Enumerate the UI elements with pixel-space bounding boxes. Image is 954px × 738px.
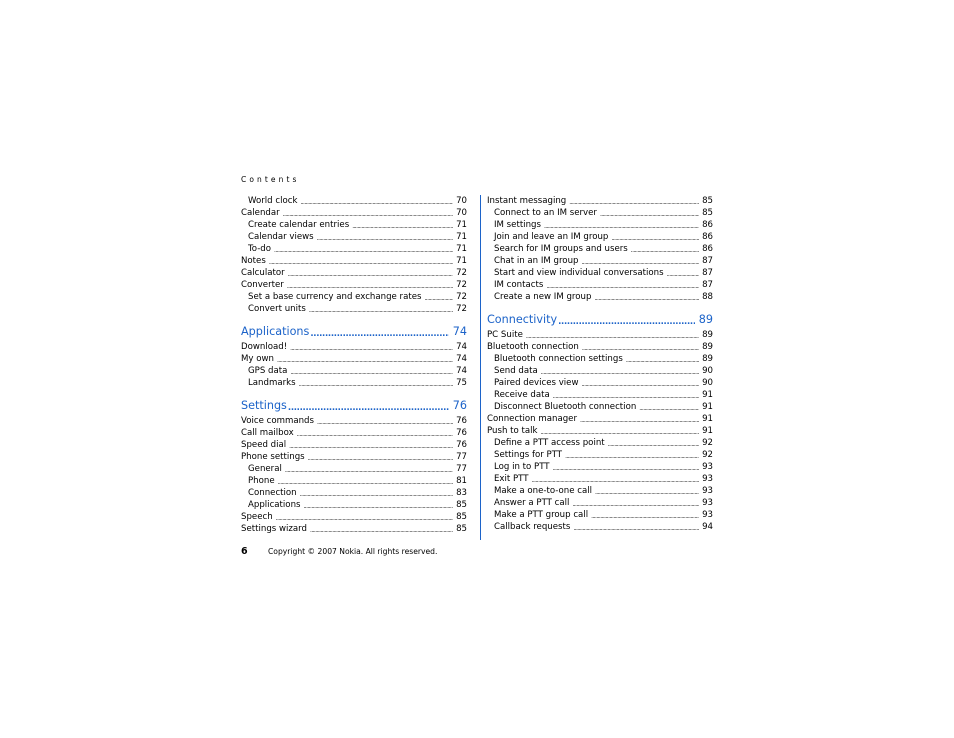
toc-page-number: 76 bbox=[456, 416, 467, 426]
toc-section-heading[interactable] bbox=[241, 398, 467, 414]
dot-leader bbox=[274, 246, 453, 255]
toc-title: Settings bbox=[241, 399, 287, 412]
toc-title: Disconnect Bluetooth connection bbox=[494, 402, 637, 412]
toc-page-number: 71 bbox=[456, 244, 467, 254]
dot-leader bbox=[591, 512, 699, 521]
toc-page-number: 72 bbox=[456, 304, 467, 314]
toc-title: Instant messaging bbox=[487, 196, 567, 206]
toc-page-number: 72 bbox=[456, 268, 467, 278]
toc-page-number: 89 bbox=[698, 313, 713, 326]
toc-subentry[interactable] bbox=[241, 243, 467, 255]
dot-leader bbox=[308, 454, 453, 463]
toc-page-number: 93 bbox=[702, 474, 713, 484]
toc-title: Applications bbox=[241, 325, 310, 338]
toc-page-number: 89 bbox=[702, 354, 713, 364]
dot-leader bbox=[276, 514, 453, 523]
dot-leader bbox=[544, 222, 699, 231]
toc-title: Create calendar entries bbox=[248, 220, 350, 230]
toc-subentry[interactable] bbox=[487, 461, 713, 473]
toc-title: Start and view individual conversations bbox=[494, 268, 664, 278]
toc-entry[interactable] bbox=[241, 353, 467, 365]
toc-subentry[interactable] bbox=[487, 401, 713, 413]
toc-page-number: 74 bbox=[456, 366, 467, 376]
toc-title: Create a new IM group bbox=[494, 292, 592, 302]
dot-leader bbox=[553, 464, 700, 473]
toc-subentry[interactable] bbox=[241, 231, 467, 243]
toc-entry[interactable] bbox=[241, 267, 467, 279]
dot-leader bbox=[277, 356, 453, 365]
toc-subentry[interactable] bbox=[241, 365, 467, 377]
toc-page-number: 83 bbox=[456, 488, 467, 498]
toc-page-number: 77 bbox=[456, 464, 467, 474]
toc-title: PC Suite bbox=[487, 330, 523, 340]
toc-subentry[interactable] bbox=[487, 365, 713, 377]
toc-page-number: 70 bbox=[456, 196, 467, 206]
toc-entry[interactable] bbox=[241, 439, 467, 451]
page-footer bbox=[241, 546, 437, 557]
toc-page-number: 89 bbox=[702, 342, 713, 352]
toc-page-number: 93 bbox=[702, 486, 713, 496]
dot-leader bbox=[532, 476, 700, 485]
toc-page-number: 91 bbox=[702, 390, 713, 400]
toc-page-number: 86 bbox=[702, 244, 713, 254]
toc-entry[interactable] bbox=[241, 207, 467, 219]
toc-page-number: 93 bbox=[702, 510, 713, 520]
toc-page-number: 90 bbox=[702, 378, 713, 388]
dot-leader bbox=[304, 502, 454, 511]
toc-subentry[interactable] bbox=[487, 521, 713, 533]
dot-leader bbox=[631, 246, 699, 255]
toc-page-number: 87 bbox=[702, 256, 713, 266]
dot-leader bbox=[595, 488, 699, 497]
toc-title: Log in to PTT bbox=[494, 462, 550, 472]
dot-leader bbox=[352, 222, 453, 231]
toc-page-number: 85 bbox=[702, 208, 713, 218]
dot-leader bbox=[300, 490, 453, 499]
toc-subentry[interactable] bbox=[487, 377, 713, 389]
toc-title: Make a one-to-one call bbox=[494, 486, 592, 496]
dot-leader bbox=[300, 198, 453, 207]
dot-leader bbox=[600, 210, 699, 219]
toc-title: Settings for PTT bbox=[494, 450, 563, 460]
toc-column-left bbox=[241, 195, 467, 535]
dot-leader bbox=[569, 198, 699, 207]
dot-leader bbox=[594, 294, 699, 303]
toc-page-number: 72 bbox=[456, 292, 467, 302]
toc-subentry[interactable] bbox=[487, 207, 713, 219]
toc-subentry[interactable] bbox=[487, 219, 713, 231]
dot-leader bbox=[541, 368, 699, 377]
toc-subentry[interactable] bbox=[487, 267, 713, 279]
toc-subentry[interactable] bbox=[241, 219, 467, 231]
dot-leader bbox=[581, 258, 699, 267]
toc-title: Settings wizard bbox=[241, 524, 308, 534]
toc-title: Applications bbox=[248, 500, 301, 510]
running-header: Contents bbox=[241, 175, 300, 184]
toc-page-number: 87 bbox=[702, 268, 713, 278]
toc-page-number: 85 bbox=[456, 500, 467, 510]
toc-subentry[interactable] bbox=[241, 303, 467, 315]
toc-page-number: 92 bbox=[702, 438, 713, 448]
toc-subentry[interactable] bbox=[487, 353, 713, 365]
toc-title: Bluetooth connection bbox=[487, 342, 579, 352]
toc-entry[interactable] bbox=[241, 451, 467, 463]
toc-page-number: 85 bbox=[702, 196, 713, 206]
toc-page-number: 71 bbox=[456, 232, 467, 242]
toc-title: Send data bbox=[494, 366, 538, 376]
toc-subentry[interactable] bbox=[241, 291, 467, 303]
toc-subentry[interactable] bbox=[487, 497, 713, 509]
toc-title: Calendar bbox=[241, 208, 280, 218]
toc-subentry[interactable] bbox=[487, 509, 713, 521]
dot-leader bbox=[283, 210, 453, 219]
dot-leader bbox=[285, 466, 453, 475]
toc-page-number: 85 bbox=[456, 512, 467, 522]
toc-entry[interactable] bbox=[487, 413, 713, 425]
toc-title: Join and leave an IM group bbox=[494, 232, 609, 242]
toc-entry[interactable] bbox=[241, 415, 467, 427]
toc-page-number: 87 bbox=[702, 280, 713, 290]
toc-title: Speed dial bbox=[241, 440, 287, 450]
toc-title: Define a PTT access point bbox=[494, 438, 605, 448]
dot-leader bbox=[310, 328, 448, 340]
toc-title: Calculator bbox=[241, 268, 285, 278]
toc-page-number: 91 bbox=[702, 414, 713, 424]
toc-title: To-do bbox=[248, 244, 272, 254]
toc-title: Call mailbox bbox=[241, 428, 294, 438]
dot-leader bbox=[526, 332, 699, 341]
toc-title: General bbox=[248, 464, 282, 474]
toc-title: Search for IM groups and users bbox=[494, 244, 628, 254]
toc-title: Connection bbox=[248, 488, 297, 498]
toc-subentry[interactable] bbox=[241, 195, 467, 207]
toc-title: Converter bbox=[241, 280, 284, 290]
dot-leader bbox=[573, 524, 699, 533]
toc-title: Voice commands bbox=[241, 416, 314, 426]
toc-subentry[interactable] bbox=[487, 389, 713, 401]
dot-leader bbox=[317, 418, 453, 427]
toc-title: My own bbox=[241, 354, 274, 364]
toc-page-number: 90 bbox=[702, 366, 713, 376]
dot-leader bbox=[582, 380, 700, 389]
toc-page-number: 74 bbox=[456, 354, 467, 364]
toc-page-number: 85 bbox=[456, 524, 467, 534]
toc-subentry[interactable] bbox=[487, 291, 713, 303]
toc-title: Exit PTT bbox=[494, 474, 529, 484]
dot-leader bbox=[290, 368, 453, 377]
toc-title: Chat in an IM group bbox=[494, 256, 579, 266]
dot-leader bbox=[667, 270, 699, 279]
toc-page-number: 91 bbox=[702, 426, 713, 436]
toc-subentry[interactable] bbox=[487, 231, 713, 243]
dot-leader bbox=[558, 316, 695, 328]
toc-page-number: 76 bbox=[456, 440, 467, 450]
dot-leader bbox=[565, 452, 699, 461]
toc-entry[interactable] bbox=[241, 523, 467, 535]
toc-title: Set a base currency and exchange rates bbox=[248, 292, 422, 302]
toc-page-number: 71 bbox=[456, 220, 467, 230]
toc-column-right bbox=[487, 195, 713, 533]
dot-leader bbox=[310, 526, 453, 535]
dot-leader bbox=[278, 478, 453, 487]
toc-page-number: 74 bbox=[452, 325, 467, 338]
dot-leader bbox=[288, 402, 449, 414]
toc-title: IM settings bbox=[494, 220, 541, 230]
toc-page-number: 86 bbox=[702, 220, 713, 230]
toc-title: Phone settings bbox=[241, 452, 305, 462]
dot-leader bbox=[553, 392, 699, 401]
toc-subentry[interactable] bbox=[487, 437, 713, 449]
dot-leader bbox=[611, 234, 699, 243]
toc-page-number: 93 bbox=[702, 462, 713, 472]
toc-subentry[interactable] bbox=[241, 499, 467, 511]
toc-subentry[interactable] bbox=[487, 485, 713, 497]
dot-leader bbox=[546, 282, 699, 291]
toc-page-number: 77 bbox=[456, 452, 467, 462]
toc-page-number: 75 bbox=[456, 378, 467, 388]
toc-title: GPS data bbox=[248, 366, 288, 376]
dot-leader bbox=[269, 258, 453, 267]
dot-leader bbox=[309, 306, 453, 315]
dot-leader bbox=[297, 430, 453, 439]
dot-leader bbox=[608, 440, 699, 449]
toc-page-number: 76 bbox=[456, 428, 467, 438]
dot-leader bbox=[425, 294, 454, 303]
dot-leader bbox=[289, 442, 453, 451]
toc-title: Convert units bbox=[248, 304, 306, 314]
toc-subentry[interactable] bbox=[487, 243, 713, 255]
dot-leader bbox=[580, 416, 699, 425]
toc-entry[interactable] bbox=[241, 255, 467, 267]
toc-page-number: 89 bbox=[702, 330, 713, 340]
toc-subentry[interactable] bbox=[241, 487, 467, 499]
toc-entry[interactable] bbox=[241, 511, 467, 523]
toc-title: Calendar views bbox=[248, 232, 314, 242]
toc-title: Push to talk bbox=[487, 426, 538, 436]
dot-leader bbox=[572, 500, 699, 509]
toc-title: Callback requests bbox=[494, 522, 571, 532]
dot-leader bbox=[639, 404, 699, 413]
toc-page-number: 70 bbox=[456, 208, 467, 218]
toc-page-number: 76 bbox=[452, 399, 467, 412]
toc-page-number: 91 bbox=[702, 402, 713, 412]
toc-entry[interactable] bbox=[487, 341, 713, 353]
toc-page-number: 94 bbox=[702, 522, 713, 532]
toc-page-number: 72 bbox=[456, 280, 467, 290]
dot-leader bbox=[317, 234, 453, 243]
toc-page-number: 71 bbox=[456, 256, 467, 266]
toc-title: Receive data bbox=[494, 390, 550, 400]
toc-page-number: 74 bbox=[456, 342, 467, 352]
toc-entry[interactable] bbox=[241, 279, 467, 291]
toc-entry[interactable] bbox=[241, 341, 467, 353]
copyright-notice: Copyright © 2007 Nokia. All rights reserved. bbox=[268, 547, 438, 556]
toc-title: Download! bbox=[241, 342, 288, 352]
toc-entry[interactable] bbox=[241, 427, 467, 439]
toc-title: Connect to an IM server bbox=[494, 208, 597, 218]
column-divider bbox=[480, 195, 481, 540]
dot-leader bbox=[541, 428, 700, 437]
toc-section-heading[interactable] bbox=[241, 324, 467, 340]
toc-page-number: 92 bbox=[702, 450, 713, 460]
dot-leader bbox=[290, 344, 453, 353]
toc-section-heading[interactable] bbox=[487, 312, 713, 328]
toc-subentry[interactable] bbox=[487, 449, 713, 461]
toc-title: Make a PTT group call bbox=[494, 510, 589, 520]
toc-entry[interactable] bbox=[487, 329, 713, 341]
dot-leader bbox=[288, 270, 453, 279]
dot-leader bbox=[299, 380, 453, 389]
toc-title: Speech bbox=[241, 512, 273, 522]
toc-title: Notes bbox=[241, 256, 266, 266]
toc-title: Connection manager bbox=[487, 414, 577, 424]
toc-subentry[interactable] bbox=[241, 463, 467, 475]
toc-title: Paired devices view bbox=[494, 378, 579, 388]
dot-leader bbox=[582, 344, 699, 353]
toc-page-number: 93 bbox=[702, 498, 713, 508]
toc-entry[interactable] bbox=[487, 425, 713, 437]
toc-title: Connectivity bbox=[487, 313, 558, 326]
toc-title: Bluetooth connection settings bbox=[494, 354, 623, 364]
toc-page-number: 86 bbox=[702, 232, 713, 242]
toc-title: Answer a PTT call bbox=[494, 498, 570, 508]
toc-subentry[interactable] bbox=[241, 377, 467, 389]
dot-leader bbox=[287, 282, 453, 291]
toc-subentry[interactable] bbox=[487, 473, 713, 485]
toc-title: Phone bbox=[248, 476, 275, 486]
toc-title: IM contacts bbox=[494, 280, 544, 290]
toc-entry[interactable] bbox=[487, 195, 713, 207]
toc-subentry[interactable] bbox=[241, 475, 467, 487]
page-number: 6 bbox=[241, 546, 248, 557]
dot-leader bbox=[626, 356, 699, 365]
toc-title: Landmarks bbox=[248, 378, 296, 388]
toc-subentry[interactable] bbox=[487, 279, 713, 291]
toc-page-number: 81 bbox=[456, 476, 467, 486]
toc-title: World clock bbox=[248, 196, 298, 206]
toc-subentry[interactable] bbox=[487, 255, 713, 267]
toc-page-number: 88 bbox=[702, 292, 713, 302]
